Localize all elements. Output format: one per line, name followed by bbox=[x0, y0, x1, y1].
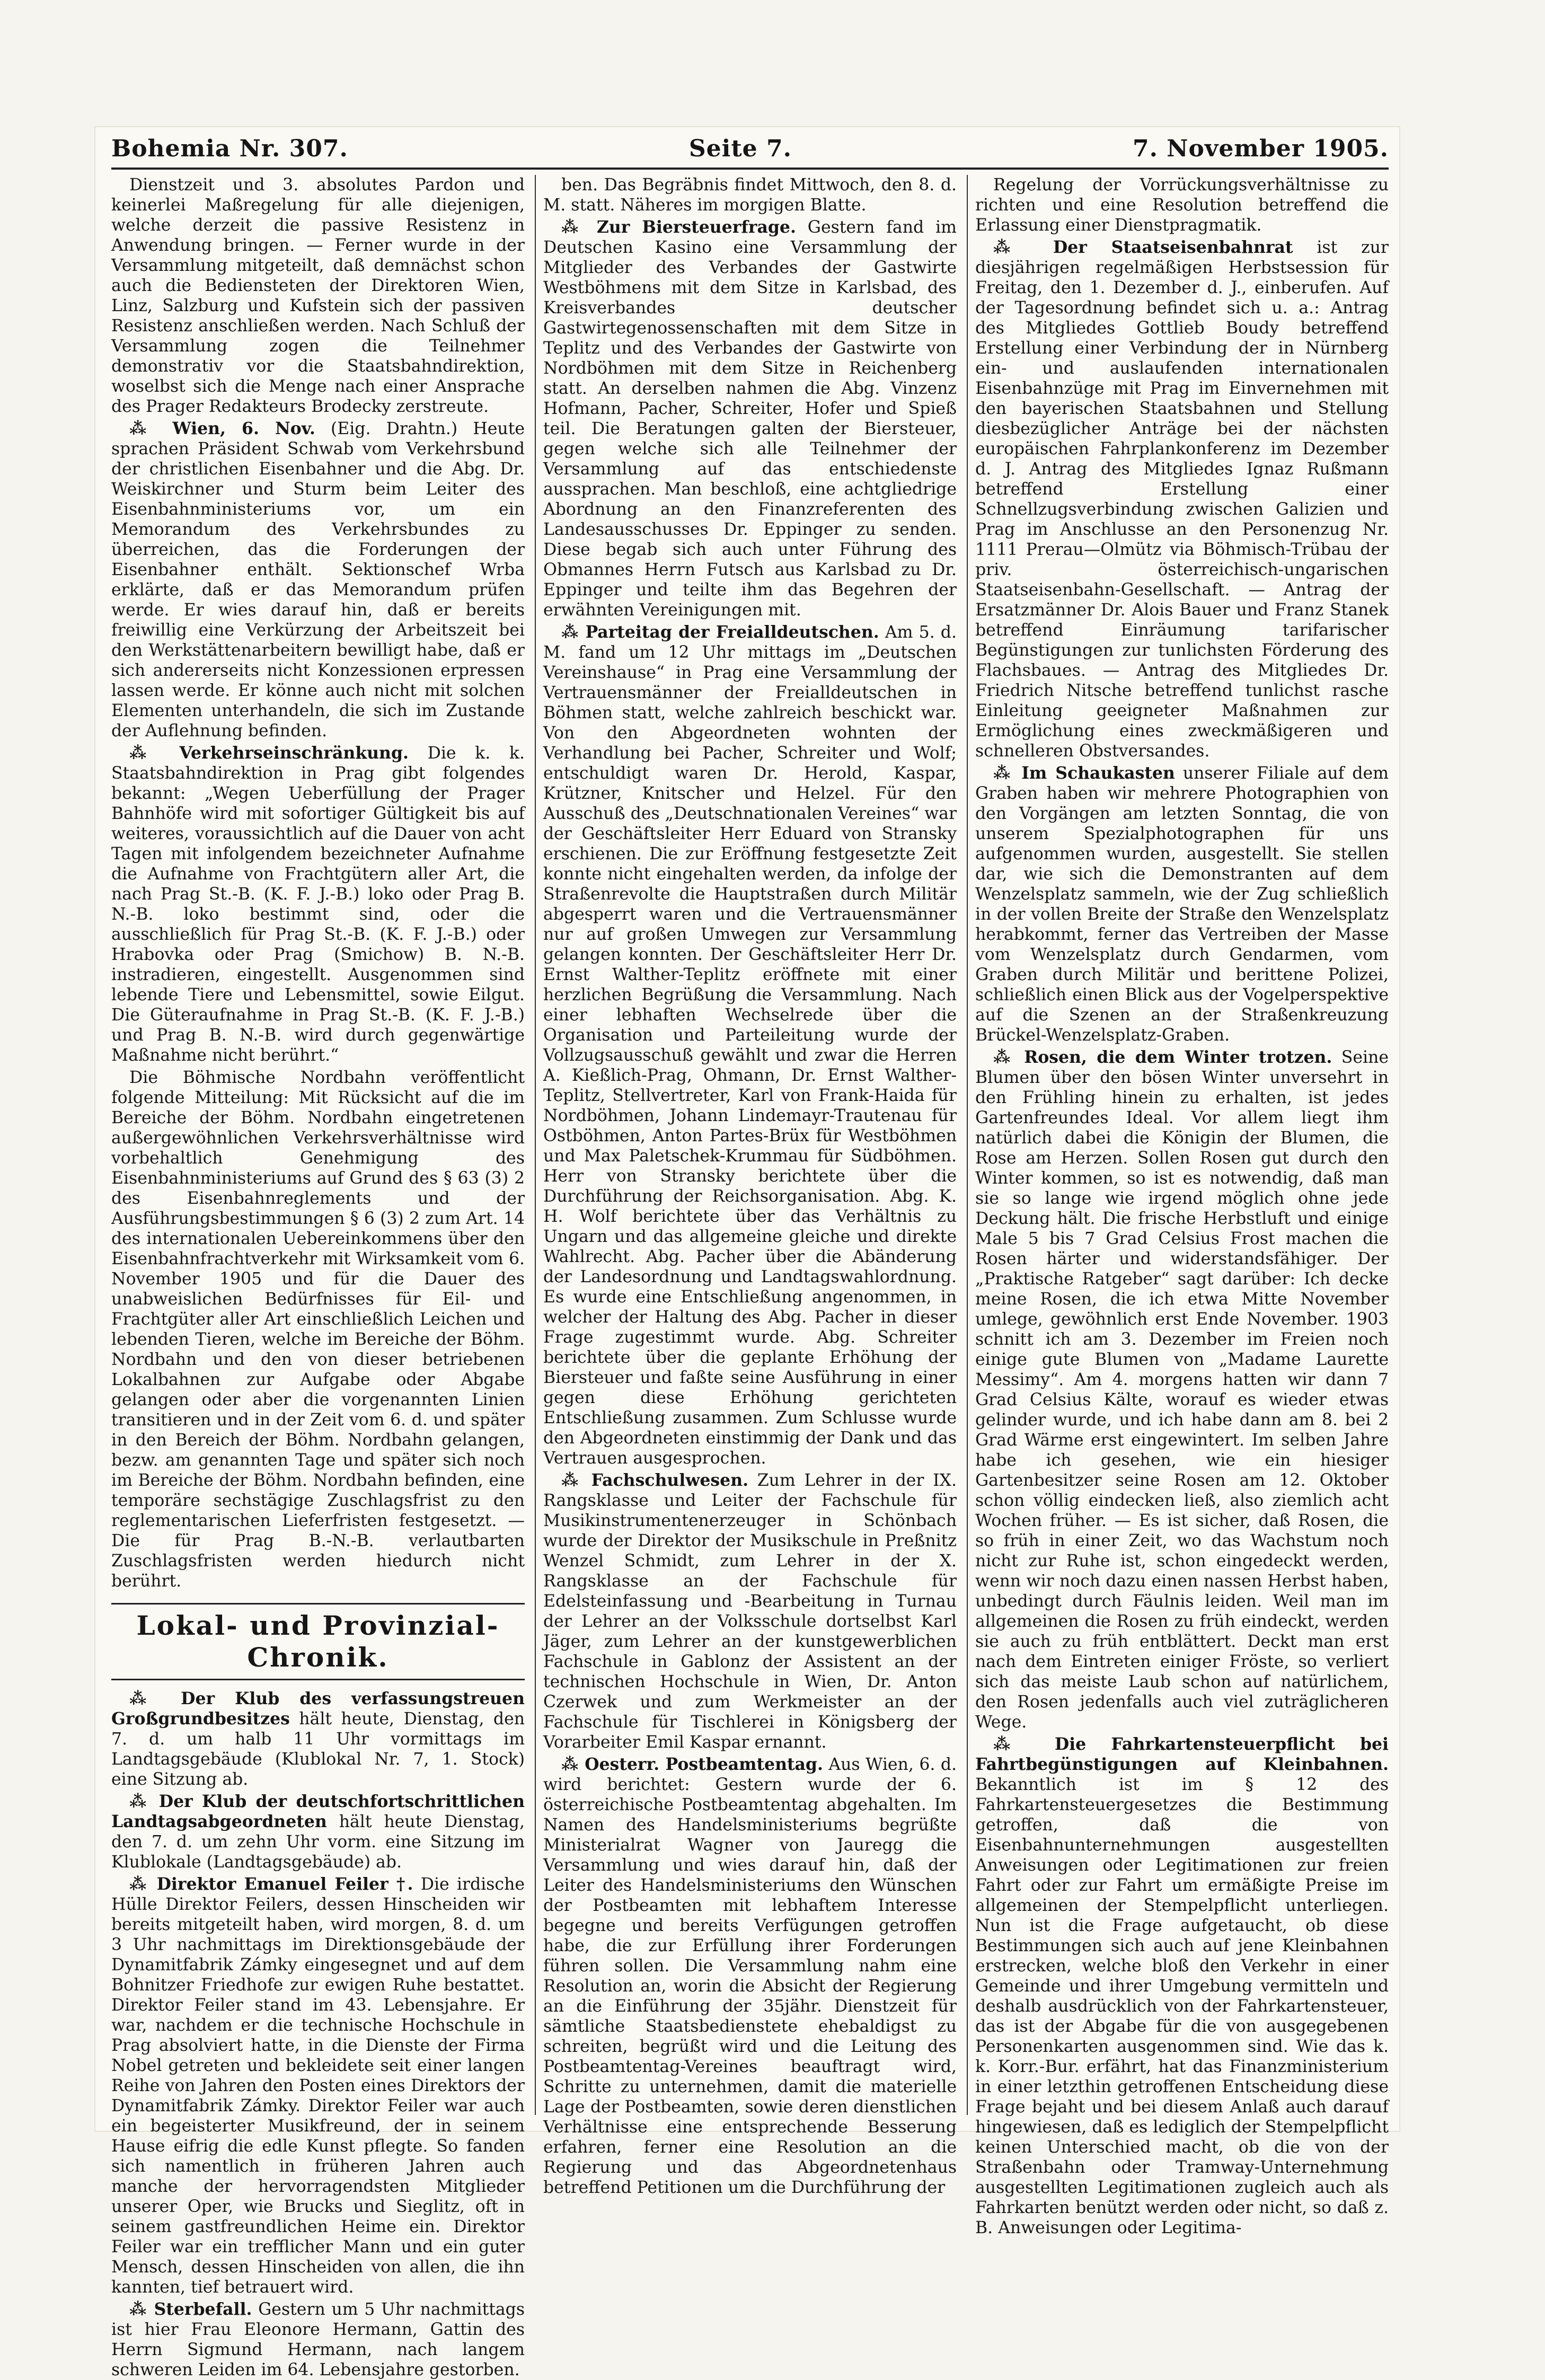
section-heading: Lokal- und Provinzial-Chronik. bbox=[111, 1603, 525, 1680]
article-text: hält heute Dienstag, den 7. d. um zehn Uhr vorm. eine Sitzung im Klublokale (Landtagsgebäude) ab. bbox=[111, 1812, 525, 1872]
article-paragraph bbox=[543, 622, 957, 1468]
article-paragraph bbox=[543, 1755, 957, 2198]
article-lead: Wien, 6. Nov. bbox=[172, 419, 315, 438]
article-lead: Direktor Emanuel Feiler †. bbox=[156, 1874, 413, 1894]
article-lead: Im Schaukasten bbox=[1021, 763, 1175, 783]
article-lead: Verkehrseinschränkung. bbox=[179, 743, 409, 763]
article-text: (Eig. Drahtn.) Heute sprachen Präsident Schwab vom Verkehrsbund der christlichen Eisenbahner und die Abg. Dr. Weiskirchner und Sturm beim Leiter des Eisenbahnministeriums vor, um ein Memorandum des Verkehrsbundes zu überreichen, das die Forderungen der Eisenbahner enthält. Sektionschef Wrba erklärte, daß er das Memorandum prüfen werde. Er wies darauf hin, daß er bereits freiwillig eine Verkürzung der Arbeitszeit bei den Werkstättenarbeitern bewilligt habe, daß er sich andererseits nicht Konzessionen erpressen lassen werde. Er könne auch nicht mit solchen Elementen unterhandeln, die sich im Zustande der Auflehnung befinden. bbox=[111, 419, 525, 741]
column-3 bbox=[967, 175, 1389, 2237]
article-text: Die k. k. Staatsbahndirektion in Prag gibt folgendes bekannt: „Wegen Ueberfüllung der Prager Bahnhöfe wird mit sofortiger Gültigkeit bis auf weiteres, voraussichtlich auf die Dauer von acht Tagen mit infolgendem bezeichneter Aufnahme die Aufnahme von Frachtgütern aller Art, die nach Prag St.-B. (K. F. J.-B.) loko oder Prag B. N.-B. loko bestimmt sind, oder die ausschließlich für Prag St.-B. (K. F. J.-B.) oder Hrabovka oder Prag (Smichow) B. N.-B. instradieren, eingestellt. Ausgenommen sind lebende Tiere und Lebensmittel, sowie Eilgut. Die Güteraufnahme in Prag St.-B. (K. F. J.-B.) und Prag B. N.-B. wird durch gegenwärtige Maßnahme nicht berührt.“ bbox=[111, 744, 525, 1065]
article-text: Gestern um 5 Uhr nachmittags ist hier Frau Eleonore Hermann, Gattin des Herrn Sigmund Hermann, nach langem schweren Leiden im 64. Lebensjahre gestorben. bbox=[111, 2300, 525, 2379]
header-page-number: Seite 7. bbox=[688, 135, 792, 162]
article-text: unserer Filiale auf dem Graben haben wir mehrere Photographien von den Vorgängen am letzten Sonntag, die von unserem Spezialphotographen für uns aufgenommen wurden, ausgestellt. Sie stellen dar, wie sich die Demonstranten auf dem Wenzelsplatz sammeln, wie der Zug schließlich in der vollen Breite der Straße den Wenzelsplatz herabkommt, ferner das Vertreiben der Masse vom Wenzelsplatz durch Gendarmen, vom Graben durch Militär und berittene Polizei, schließlich einen Blick aus der Vogelperspektive auf die Szenen an der Straßenkreuzung Brückel-Wenzelsplatz-Graben. bbox=[975, 764, 1389, 1045]
article-text: Bekanntlich ist im § 12 des Fahrkartensteuergesetzes die Bestimmung getroffen, daß die von Eisenbahnunternehmungen ausgestellten Anweisungen oder Legitimationen zur freien Fahrt oder zur Fahrt um ermäßigte Preise im allgemeinen der Stempelpflicht unterliegen. Nun ist die Frage aufgetaucht, ob diese Bestimmungen sich auch auf jene Kleinbahnen erstrecken, welche bloß den Verkehr in einer Gemeinde und ihrer Umgebung vermitteln und deshalb ausdrücklich von der Fahrkartensteuer, das ist der Abgabe für die von ausgegebenen Personenkarten ausgenommen sind. Wie das k. k. Korr.-Bur. erfährt, hat das Finanzministerium in einer letzthin getroffenen Entscheidung diese Frage bejaht und bei diesem Anlaß auch darauf hingewiesen, daß es lediglich der Stempelpflicht keinen Unterschied macht, ob die von der Straßenbahn oder Tramway-Unternehmung ausgestellten Legitimationen zugleich auch als Fahrkarten benützt werden oder nicht, so daß z. B. Anweisungen oder Legitima- bbox=[975, 1775, 1389, 2237]
article-lead: Oesterr. Postbeamtentag. bbox=[585, 1755, 823, 1774]
header-rule bbox=[111, 168, 1389, 170]
article-paragraph bbox=[543, 175, 957, 215]
article-lead: Zur Biersteuerfrage. bbox=[596, 217, 796, 237]
article-text: Die irdische Hülle Direktor Feilers, dessen Hinscheiden wir bereits mitgeteilt haben, wird morgen, 8. d. um 3 Uhr nachmittags im Direktionsgebäude der Dynamitfabrik Zámky eingesegnet und auf dem Bohnitzer Friedhofe zur ewigen Ruhe bestattet. Direktor Feiler stand im 43. Lebensjahre. Er war, nachdem er die technische Hochschule in Prag absolviert hatte, in die Dienste der Firma Nobel getreten und bekleidete seit einer langen Reihe von Jahren den Posten eines Direktors der Dynamitfabrik Zámky. Direktor Feiler war auch ein begeisterter Musikfreund, der in seinem Hause eifrig die edle Kunst pflegte. So fanden sich namentlich in früheren Jahren auch manche der hervorragendsten Mitglieder unserer Oper, wie Brucks und Sieglitz, oft in seinem gastfreundlichen Heime ein. Direktor Feiler war ein trefflicher Mann und ein guter Mensch, dessen Hinscheiden von allen, die ihn kannten, tief betrauert wird. bbox=[111, 1875, 525, 2297]
article-paragraph bbox=[111, 1874, 525, 2297]
asterism-mark: ⁂ bbox=[561, 622, 586, 642]
asterism-mark: ⁂ bbox=[561, 217, 597, 237]
asterism-mark: ⁂ bbox=[993, 1047, 1025, 1067]
asterism-mark: ⁂ bbox=[129, 1874, 157, 1894]
article-text: Zum Lehrer in der IX. Rangsklasse und Leiter der Fachschule für Musikinstrumentenerzeuger in Schönbach wurde der Direktor der Musikschule in Preßnitz Wenzel Schmidt, zum Lehrer in der X. Rangsklasse an der Fachschule für Edelsteinfassung und -Bearbeitung in Turnau der Lehrer an der Volksschule dortselbst Karl Jäger, zum Lehrer an der kunstgewerblichen Fachschule in Gablonz der Assistent an der technischen Hochschule in Wien, Dr. Anton Czerwek und zum Werkmeister an der Fachschule für Tischlerei in Königsberg der Vorarbeiter Emil Kaspar ernannt. bbox=[543, 1471, 957, 1752]
article-text: ben. Das Begräbnis findet Mittwoch, den 8. d. M. statt. Näheres im morgigen Blatte. bbox=[543, 175, 957, 215]
header-date: 7. November 1905. bbox=[1133, 135, 1389, 162]
article-text: Seine Blumen über den bösen Winter unversehrt in den Frühling hinein zu erhalten, ist jedes Gartenfreundes Ideal. Vor allem liegt ihm natürlich dabei die Königin der Blumen, die Rose am Herzen. Sollen Rosen gut durch den Winter kommen, so ist es notwendig, daß man sie so lange wie irgend möglich ohne jede Deckung hält. Die frische Herbstluft und einige Male 5 bis 7 Grad Celsius Frost machen die Rosen härter und widerstandsfähiger. Der „Praktische Ratgeber“ sagt darüber: Ich decke meine Rosen, die ich etwa Mitte November umlege, gewöhnlich erst Ende November. 1903 schnitt ich am 3. Dezember im Freien noch einige gute Blumen von „Madame Laurette Messimy“. Am 4. morgens hatten wir dann 7 Grad Celsius Kälte, worauf es wieder etwas gelinder wurde, und ich habe dann am 8. bei 2 Grad Wärme erst eingewintert. Im selben Jahre habe ich gesehen, wie ein hiesiger Gartenbesitzer seine Rosen am 12. Oktober schon völlig eindecken ließ, also ziemlich acht Wochen früher. — Es ist sicher, daß Rosen, die so früh in einer Zeit, wo das Wachstum noch nicht zur Ruhe ist, schon eingedeckt werden, wenn wir noch dazu einen nassen Herbst haben, unbedingt durch Fäulnis leiden. Weil man im allgemeinen die Rosen zu früh eindeckt, werden sie auch zu früh entblättert. Deckt man erst nach dem Eintreten einiger Fröste, so verliert sich das meiste Laub schon auf natürlichem, den Rosen jedenfalls auch viel zuträglicheren Wege. bbox=[975, 1048, 1389, 1732]
article-paragraph bbox=[111, 175, 525, 417]
article-paragraph bbox=[543, 1470, 957, 1752]
article-paragraph bbox=[111, 419, 525, 741]
article-lead: Fachschulwesen. bbox=[591, 1470, 749, 1490]
article-paragraph bbox=[111, 743, 525, 1065]
running-header bbox=[111, 127, 1389, 170]
asterism-mark: ⁂ bbox=[129, 743, 180, 763]
article-paragraph bbox=[975, 237, 1389, 761]
column-2 bbox=[535, 175, 957, 2197]
article-lead: Sterbefall. bbox=[154, 2299, 252, 2319]
asterism-mark: ⁂ bbox=[993, 237, 1053, 257]
article-lead: Der Klub der deutschfortschrittlichen Landtagsabgeordneten bbox=[111, 1792, 525, 1831]
article-text: hält heute, Dienstag, den 7. d. um halb 11 Uhr vormittags im Landtagsgebäude (Klublokal Nr. 7, 1. Stock) eine Sitzung ab. bbox=[111, 1709, 525, 1789]
asterism-mark: ⁂ bbox=[561, 1755, 585, 1774]
article-paragraph bbox=[975, 1734, 1389, 2238]
asterism-mark: ⁂ bbox=[561, 1470, 591, 1490]
article-lead: Der Staatseisenbahnrat bbox=[1053, 237, 1293, 257]
asterism-mark: ⁂ bbox=[129, 1792, 159, 1811]
asterism-mark: ⁂ bbox=[993, 1734, 1055, 1754]
article-lead: Der Klub des verfassungstreuen Großgrundbesitzes bbox=[111, 1689, 525, 1729]
article-paragraph bbox=[543, 217, 957, 620]
article-paragraph bbox=[975, 1047, 1389, 1732]
article-text: ist zur diesjährigen regelmäßigen Herbstsession für Freitag, den 1. Dezember d. J., einberufen. Auf der Tagesordnung befindet sich u. a.: Antrag des Mitgliedes Gottlieb Boudy betreffend Erstellung einer Verbindung der in Nürnberg ein- und auslaufenden internationalen Eisenbahnzüge mit Prag im Einvernehmen mit den bayerischen Staatsbahnen und Stellung diesbezüglicher Anträge bei der nächsten europäischen Fahrplankonferenz im Dezember d. J. Antrag des Mitgliedes Ignaz Rußmann betreffend Erstellung einer Schnellzugsverbindung zwischen Galizien und Prag im Anschlusse an den Personenzug Nr. 1111 Prerau—Olmütz via Böhmisch-Trübau der priv. österreichisch-ungarischen Staatseisenbahn-Gesellschaft. — Antrag der Ersatzmänner Dr. Alois Bauer und Franz Stanek betreffend Einräumung tarifarischer Begünstigungen zur tunlichsten Förderung des Flachsbaues. — Antrag des Mitgliedes Dr. Friedrich Nitsche betreffend tunlichst rasche Einleitung geeigneter Maßnahmen zur Ermöglichung eines zweckmäßigeren und schnelleren Obstversandes. bbox=[975, 238, 1389, 761]
asterism-mark: ⁂ bbox=[993, 763, 1022, 783]
article-text: Die Böhmische Nordbahn veröffentlicht folgende Mitteilung: Mit Rücksicht auf die im Bereiche der Böhm. Nordbahn eingetretenen außergewöhnlichen Verkehrsverhältnisse wird vorbehaltlich Genehmigung des Eisenbahnministeriums auf Grund des § 63 (3) 2 des Eisenbahnreglements und der Ausführungsbestimmungen § 6 (3) 2 zum Art. 14 des internationalen Uebereinkommens über den Eisenbahnfrachtverkehr mit Wirksamkeit vom 6. November 1905 und für die Dauer des unabweislichen Bedürfnisses für Eil- und Frachtgüter aller Art einschließlich Leichen und lebenden Tieren, welche im Bereiche der Böhm. Nordbahn und den von dieser betriebenen Lokalbahnen zur Aufgabe oder Abgabe gelangen oder aber die vorgenannten Linien transitieren und in der Zeit vom 6. d. und später in den Bereich der Böhm. Nordbahn gelangen, bezw. am genannten Tage und später sich noch im Bereiche der Böhm. Nordbahn befinden, eine temporäre sechstägige Zuschlagsfrist zu den reglementarischen Lieferfristen festgesetzt. — Die für Prag B.-N.-B. verlautbarten Zuschlagsfristen werden hiedurch nicht berührt. bbox=[111, 1068, 525, 1591]
article-paragraph bbox=[111, 1068, 525, 1591]
article-text: Gestern fand im Deutschen Kasino eine Versammlung der Mitglieder des Verbandes der Gastwirte Westböhmens mit dem Sitze in Karlsbad, des Kreisverbandes deutscher Gastwirtegenossenschaften mit dem Sitze in Teplitz und des Verbandes der Gastwirte von Nordböhmen mit dem Sitze in Reichenberg statt. An derselben nahmen die Abg. Vinzenz Hofmann, Pacher, Schreiter, Hofer und Spieß teil. Die Beratungen galten der Biersteuer, gegen welche sich alle Teilnehmer der Versammlung auf das entschiedenste aussprachen. Man beschloß, eine achtgliedrige Abordnung an den Finanzreferenten des Landesausschusses Dr. Eppinger zu senden. Diese begab sich auch unter Führung des Obmannes Herrn Futsch aus Karlsbad zu Dr. Eppinger und teilte ihm das Begehren der erwähnten Vereinigungen mit. bbox=[543, 218, 957, 620]
article-paragraph bbox=[111, 1689, 525, 1790]
article-columns bbox=[111, 175, 1389, 2379]
header-paper-issue: Bohemia Nr. 307. bbox=[111, 135, 348, 162]
article-lead: Parteitag der Freialldeutschen. bbox=[585, 622, 879, 642]
article-paragraph bbox=[975, 763, 1389, 1045]
asterism-mark: ⁂ bbox=[129, 419, 173, 438]
article-paragraph bbox=[111, 1792, 525, 1872]
article-lead: Rosen, die dem Winter trotzen. bbox=[1024, 1047, 1332, 1067]
article-text: Am 5. d. M. fand um 12 Uhr mittags im „Deutschen Vereinshause“ in Prag eine Versammlung der Vertrauensmänner der Freialldeutschen in Böhmen statt, welche zahlreich beschickt war. Von den Abgeordneten wohnten der Verhandlung bei Pacher, Schreiter und Wolf; entschuldigt waren Dr. Herold, Kaspar, Krützner, Knitscher und Helzel. Für den Ausschuß des „Deutschnationalen Vereines“ war der Geschäftsleiter Herr Eduard von Stransky erschienen. Die zur Eröffnung festgesetzte Zeit konnte nicht eingehalten werden, da infolge der Straßenrevolte die Hauptstraßen durch Militär abgesperrt waren und die Vertrauensmänner nur auf großen Umwegen zur Versammlung gelangen konnten. Der Geschäftsleiter Herr Dr. Ernst Walther-Teplitz eröffnete mit einer herzlichen Begrüßung die Versammlung. Nach einer lebhaften Wechselrede über die Organisation und Parteileitung wurde der Vollzugsausschuß gewählt und zwar die Herren A. Kießlich-Prag, Ohmann, Dr. Ernst Walther-Teplitz, Stellvertreter, Karl von Frank-Haida für Nordböhmen, Johann Lindemayr-Trautenau für Ostböhmen, Anton Partes-Brüx für Westböhmen und Max Paletschek-Krummau für Südböhmen. Herr von Stransky berichtete über die Durchführung der Reichsorganisation. Abg. K. H. Wolf berichtete über das Verhältnis zu Ungarn und das allgemeine gleiche und direkte Wahlrecht. Abg. Pacher über die Abänderung der Landesordnung und Landtagswahlordnung. Es wurde eine Entschließung angenommen, in welcher der Haltung des Abg. Pacher in dieser Frage zugestimmt wurde. Abg. Schreiter berichtete über die geplante Erhöhung der Biersteuer und faßte seine Ausführung in einer gegen diese Erhöhung gerichteten Entschließung zusammen. Zum Schlusse wurde den Abgeordneten einstimmig der Dank und das Vertrauen ausgesprochen. bbox=[543, 623, 957, 1468]
column-1 bbox=[111, 175, 525, 2379]
article-text: Dienstzeit und 3. absolutes Pardon und keinerlei Maßregelung für alle diejenigen, welche derzeit die passive Resistenz in Anwendung bringen. — Ferner wurde in der Versammlung mitgeteilt, daß demnächst schon auch die Bediensteten der Direktoren Wien, Linz, Salzburg und Kufstein sich der passiven Resistenz anschließen werden. Nach Schluß der Versammlung zogen die Teilnehmer demonstrativ vor die Staatsbahndirektion, woselbst sich die Menge nach einer Ansprache des Prager Redakteurs Brodecky zerstreute. bbox=[111, 175, 525, 416]
article-paragraph bbox=[111, 2299, 525, 2380]
asterism-mark: ⁂ bbox=[129, 2299, 154, 2319]
article-lead: Die Fahrkartensteuerpflicht bei Fahrtbegünstigungen auf Kleinbahnen. bbox=[975, 1734, 1389, 1774]
article-text: Aus Wien, 6. d. wird berichtet: Gestern wurde der 6. österreichische Postbeamtentag abgehalten. Im Namen des Handelsministeriums begrüßte Ministerialrat Wagner von Jauregg die Versammlung und wies darauf hin, daß der Leiter des Handelsministeriums den Wünschen der Postbeamten mit lebhaftem Interesse begegne und bereits Verfügungen getroffen habe, die zur Erfüllung ihrer Forderungen führen sollen. Die Versammlung nahm eine Resolution an, worin die Absicht der Regierung an die Einführung der 35jähr. Dienstzeit für sämtliche Staatsbedienstete ehebaldigst zu schreiten, begrüßt wird und die Leitung des Postbeamtentag-Vereines beauftragt wird, Schritte zu unternehmen, damit die materielle Lage der Postbeamten, sowie deren dienstlichen Verhältnisse eine entsprechende Besserung erfahren, ferner eine Resolution an die Regierung und das Abgeordnetenhaus betreffend Petitionen um die Durchführung der bbox=[543, 1755, 957, 2197]
article-text: Regelung der Vorrückungsverhältnisse zu richten und eine Resolution betreffend die Erlassung einer Dienstpragmatik. bbox=[975, 175, 1389, 235]
asterism-mark: ⁂ bbox=[129, 1689, 181, 1708]
article-paragraph bbox=[975, 175, 1389, 235]
